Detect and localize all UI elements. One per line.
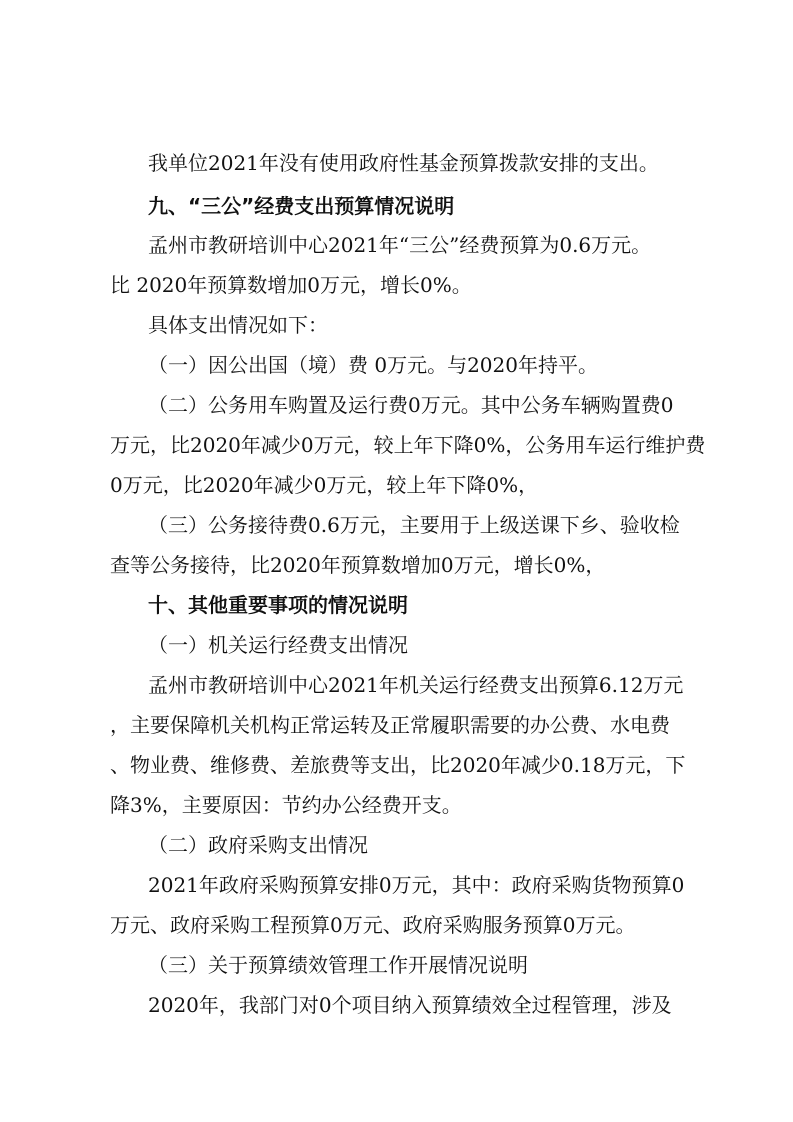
item-reception-cont: 查等公务接待，比2020年预算数增加0万元，增长0%， [110,553,606,577]
subheading-performance: （三）关于预算绩效管理工作开展情况说明 [148,953,528,977]
subheading-operating-costs: （一）机关运行经费支出情况 [148,633,408,657]
section-heading-nine: 九、“三公”经费支出预算情况说明 [148,194,455,218]
subheading-procurement: （二）政府采购支出情况 [148,833,368,857]
paragraph-operating-costs-cont-1: ，主要保障机关机构正常运转及正常履职需要的办公费、水电费 [110,713,670,737]
paragraph-three-public-budget-cont: 比 2020年预算数增加0万元，增长0%。 [110,273,472,297]
paragraph-procurement: 2021年政府采购预算安排0万元，其中：政府采购货物预算0 [148,873,685,897]
paragraph-details-intro: 具体支出情况如下： [148,313,328,337]
paragraph-performance: 2020年，我部门对0个项目纳入预算绩效全过程管理，涉及 [148,993,672,1017]
section-heading-ten: 十、其他重要事项的情况说明 [148,593,408,617]
paragraph-three-public-budget: 孟州市教研培训中心2021年“三公”经费预算为0.6万元。 [148,233,652,257]
item-overseas-travel: （一）因公出国（境）费 0万元。与2020年持平。 [148,353,598,377]
item-vehicles-cont-2: 0万元，比2020年减少0万元，较上年下降0%， [110,473,539,497]
paragraph-government-fund: 我单位2021年没有使用政府性基金预算拨款安排的支出。 [148,151,659,175]
item-vehicles-cont-1: 万元，比2020年减少0万元，较上年下降0%，公务用车运行维护费 [110,433,706,457]
item-reception: （三）公务接待费0.6万元，主要用于上级送课下乡、验收检 [148,513,680,537]
item-vehicles: （二）公务用车购置及运行费0万元。其中公务车辆购置费0 [148,393,674,417]
paragraph-operating-costs-cont-3: 降3%，主要原因：节约办公经费开支。 [110,793,462,817]
paragraph-operating-costs: 孟州市教研培训中心2021年机关运行经费支出预算6.12万元 [148,673,684,697]
paragraph-procurement-cont: 万元、政府采购工程预算0万元、政府采购服务预算0万元。 [110,913,636,937]
paragraph-operating-costs-cont-2: 、物业费、维修费、差旅费等支出，比2020年减少0.18万元，下 [110,753,686,777]
